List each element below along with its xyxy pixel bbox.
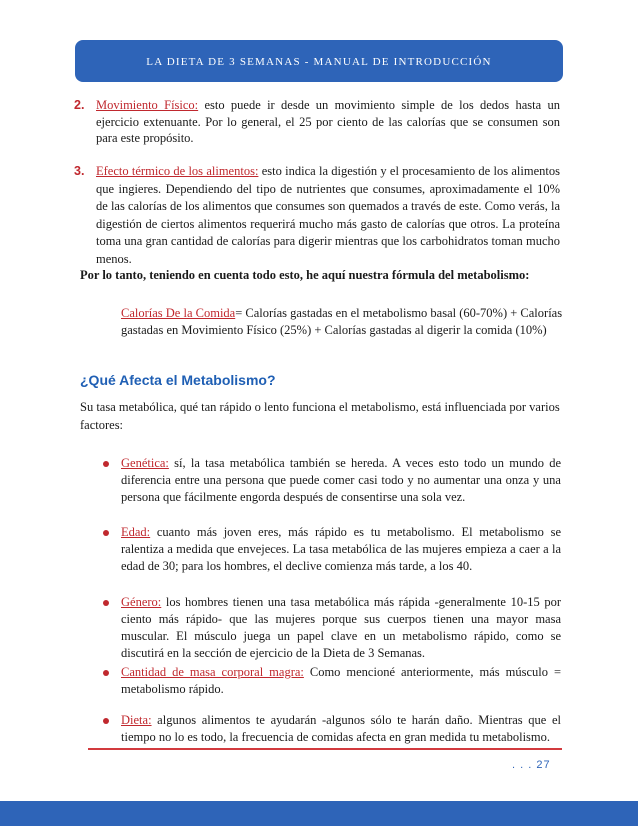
bullet-term: Dieta: <box>121 713 152 727</box>
section-intro: Su tasa metabólica, qué tan rápido o lento funciona el metabolismo, está influenciada por varios factores: <box>80 400 560 432</box>
section-heading: ¿Qué Afecta el Metabolismo? <box>80 372 276 388</box>
numbered-item-movimiento <box>74 97 560 147</box>
bullet-item-dieta <box>121 712 561 746</box>
bullet-text: sí, la tasa metabólica también se hereda. A veces esto todo un mundo de diferencia entre una persona que puede comer casi todo y no aumentar una onza y una persona que fácilmente engorda después de consentirse una sola vez. <box>121 456 561 504</box>
bullet-term: Genética: <box>121 456 169 470</box>
bullet-term: Cantidad de masa corporal magra: <box>121 665 304 679</box>
formula-text: = Calorías gastadas en el metabolismo basal (60-70%) + Calorías gastadas en Movimiento Físico (25%) + Calorías gastadas al digerir la comida (10%) <box>121 306 563 337</box>
formula-lead: Por lo tanto, teniendo en cuenta todo esto, he aquí nuestra fórmula del metabolismo: <box>80 268 530 282</box>
formula-body <box>121 305 566 339</box>
page-number <box>512 759 551 771</box>
page-number-dots: . . . <box>512 759 533 771</box>
item-number: 3. <box>74 164 85 178</box>
bullet-dot-icon <box>103 461 109 467</box>
numbered-item-efecto-termico <box>74 163 560 268</box>
formula-term: Calorías De la Comida <box>121 306 236 320</box>
bullet-dot-icon <box>103 530 109 536</box>
bullet-term: Edad: <box>121 525 151 539</box>
bullet-text: algunos alimentos te ayudarán -algunos sólo te harán daño. Mientras que el tiempo no lo es todo, la frecuencia de comidas afecta en gran medida tu metabolismo. <box>121 713 561 744</box>
bullet-item-edad <box>121 524 561 575</box>
footer-rule <box>88 748 562 750</box>
bullet-dot-icon <box>103 670 109 676</box>
bullet-item-masa-magra <box>121 664 561 698</box>
item-number: 2. <box>74 98 85 112</box>
bullet-item-genetica <box>121 455 561 506</box>
bullet-dot-icon <box>103 718 109 724</box>
item-term: Efecto térmico de los alimentos: <box>96 164 259 178</box>
bullet-dot-icon <box>103 600 109 606</box>
item-text: esto indica la digestión y el procesamiento de los alimentos que ingieres. Dependiendo del tipo de nutrientes que consumes, aproximadamente el 10% de las calorías de los alimentos que consumes son quemados a través de este. Como verás, la digestión de ciertos alimentos requerirá mucho más gasto de calorías que otros. La proteína toma una gran cantidad de calorías para digerir mientras que los carbohidratos toman mucho menos. <box>96 164 560 266</box>
footer-band <box>0 801 638 826</box>
bullet-text: cuanto más joven eres, más rápido es tu metabolismo. El metabolismo se ralentiza a medida que envejeces. La tasa metabólica de las mujeres empieza a caer a la edad de 30; para los hombres, el declive comienza más tarde, a los 40. <box>121 525 561 573</box>
item-term: Movimiento Físico: <box>96 98 199 112</box>
item-text: esto puede ir desde un movimiento simple de los dedos hasta un ejercicio extenuante. Por lo general, el 25 por ciento de las calorías que se consumen son para este propósito. <box>96 98 560 145</box>
bullet-text: los hombres tienen una tasa metabólica más rápida -generalmente 10-15 por ciento más rápido- que las mujeres porque sus cuerpos tienen una mayor masa muscular. El músculo juega un papel clave en un metabolismo rápido, como se discutirá en la sección de ejercicio de la Dieta de 3 Semanas. <box>121 595 561 660</box>
bullet-term: Género: <box>121 595 162 609</box>
bullet-text: Como mencioné anteriormente, más músculo = metabolismo rápido. <box>121 665 561 696</box>
bullet-item-genero <box>121 594 561 662</box>
page-number-value: 27 <box>536 759 551 771</box>
page-header-title: LA DIETA DE 3 SEMANAS - MANUAL DE INTRODUCCIÓN <box>146 56 492 68</box>
